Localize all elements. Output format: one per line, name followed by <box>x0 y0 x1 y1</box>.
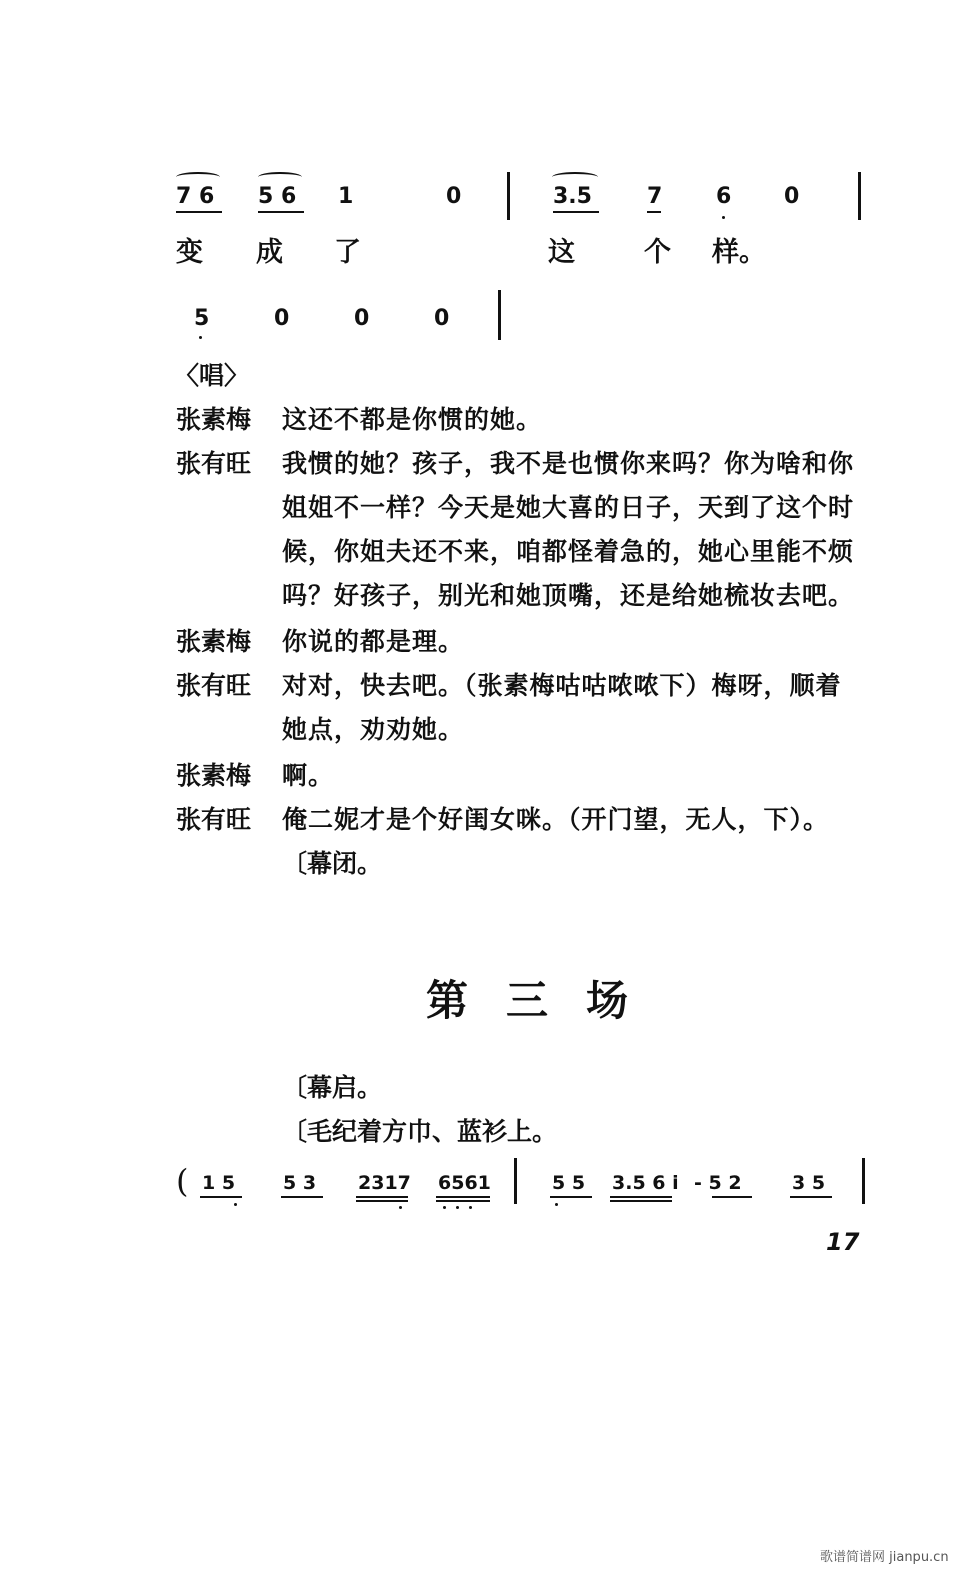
low-octave-dot <box>399 1206 402 1209</box>
beam <box>610 1200 672 1202</box>
note: 0 <box>784 184 800 209</box>
dialogue-line: 这还不都是你惯的她。 <box>282 405 543 434</box>
tie-slur <box>552 172 598 182</box>
beam <box>610 1196 672 1198</box>
open-paren: ( <box>176 1162 189 1200</box>
beam <box>258 211 304 213</box>
stage-direction-curtain-open: 〔幕启。 <box>282 1073 383 1102</box>
note: 3.5 <box>553 184 592 209</box>
note: 2317 <box>358 1172 411 1194</box>
note: 6 <box>716 184 732 209</box>
note: 3 5 <box>792 1172 826 1194</box>
beam <box>281 1196 323 1198</box>
note: 7 6 <box>176 184 215 209</box>
note: 5 3 <box>283 1172 317 1194</box>
lyric: 了 <box>334 237 361 268</box>
dialogue-line: 姐姐不一样？今天是她大喜的日子，天到了这个时 <box>282 493 855 522</box>
note: 0 <box>434 306 450 331</box>
note: 7 <box>647 184 663 209</box>
page-number: 17 <box>826 1228 860 1256</box>
low-octave-dot <box>443 1206 446 1209</box>
beam <box>356 1196 408 1198</box>
speaker: 张有旺 <box>176 671 252 700</box>
low-octave-dot <box>456 1206 459 1209</box>
barline <box>862 1158 865 1204</box>
low-octave-dot <box>555 1203 558 1206</box>
note: 5 <box>194 306 210 331</box>
note: - 5 2 <box>694 1172 742 1194</box>
low-octave-dot <box>234 1203 237 1206</box>
stage-direction-enter: 〔毛纪着方巾、蓝衫上。 <box>282 1117 558 1146</box>
note: 6561 <box>438 1172 491 1194</box>
dialogue-line: 对对，快去吧。（张素梅咕咕哝哝下）梅呀，顺着 <box>282 671 842 700</box>
speaker: 张素梅 <box>176 405 252 434</box>
speaker: 张有旺 <box>176 449 252 478</box>
beam <box>553 211 599 213</box>
lyric: 样。 <box>712 237 766 268</box>
barline <box>858 172 861 220</box>
lyric: 变 <box>176 237 203 268</box>
low-octave-dot <box>722 216 725 219</box>
note: 0 <box>446 184 462 209</box>
note: 5 5 <box>552 1172 586 1194</box>
dialogue-line: 她点，劝劝她。 <box>282 715 465 744</box>
lyric: 这 <box>548 237 575 268</box>
beam <box>356 1200 408 1202</box>
low-octave-dot <box>469 1206 472 1209</box>
beam <box>647 211 661 213</box>
barline <box>498 290 501 340</box>
lyric: 成 <box>256 237 283 268</box>
sing-marker: 〈唱〉 <box>174 361 250 390</box>
note: 1 5 <box>202 1172 236 1194</box>
dialogue-line: 我惯的她？孩子，我不是也惯你来吗？你为啥和你 <box>282 449 855 478</box>
dialogue-line: 啊。 <box>282 761 335 790</box>
beam <box>436 1196 490 1198</box>
beam <box>550 1196 592 1198</box>
scene-title: 第三场 <box>426 976 667 1025</box>
speaker: 张素梅 <box>176 627 252 656</box>
low-octave-dot <box>199 336 202 339</box>
note: 3.5 6 i <box>612 1172 679 1194</box>
beam <box>200 1196 242 1198</box>
lyric: 个 <box>644 237 671 268</box>
beam <box>176 211 222 213</box>
tie-slur <box>176 172 220 182</box>
note: 1 <box>338 184 354 209</box>
barline <box>507 172 510 220</box>
watermark: 歌谱简谱网 jianpu.cn <box>820 1550 949 1565</box>
barline <box>514 1158 517 1204</box>
tie-slur <box>258 172 302 182</box>
beam <box>436 1200 490 1202</box>
speaker: 张有旺 <box>176 805 252 834</box>
beam <box>712 1196 752 1198</box>
dialogue-line: 你说的都是理。 <box>282 627 465 656</box>
stage-direction-curtain-close: 〔幕闭。 <box>282 849 383 878</box>
speaker: 张素梅 <box>176 761 252 790</box>
dialogue-line: 候，你姐夫还不来，咱都怪着急的，她心里能不烦 <box>282 537 855 566</box>
note: 0 <box>274 306 290 331</box>
dialogue-line: 吗？好孩子，别光和她顶嘴，还是给她梳妆去吧。 <box>282 581 855 610</box>
note: 0 <box>354 306 370 331</box>
beam <box>790 1196 832 1198</box>
note: 5 6 <box>258 184 297 209</box>
dialogue-line: 俺二妮才是个好闺女咪。（开门望，无人，下）。 <box>282 805 830 834</box>
